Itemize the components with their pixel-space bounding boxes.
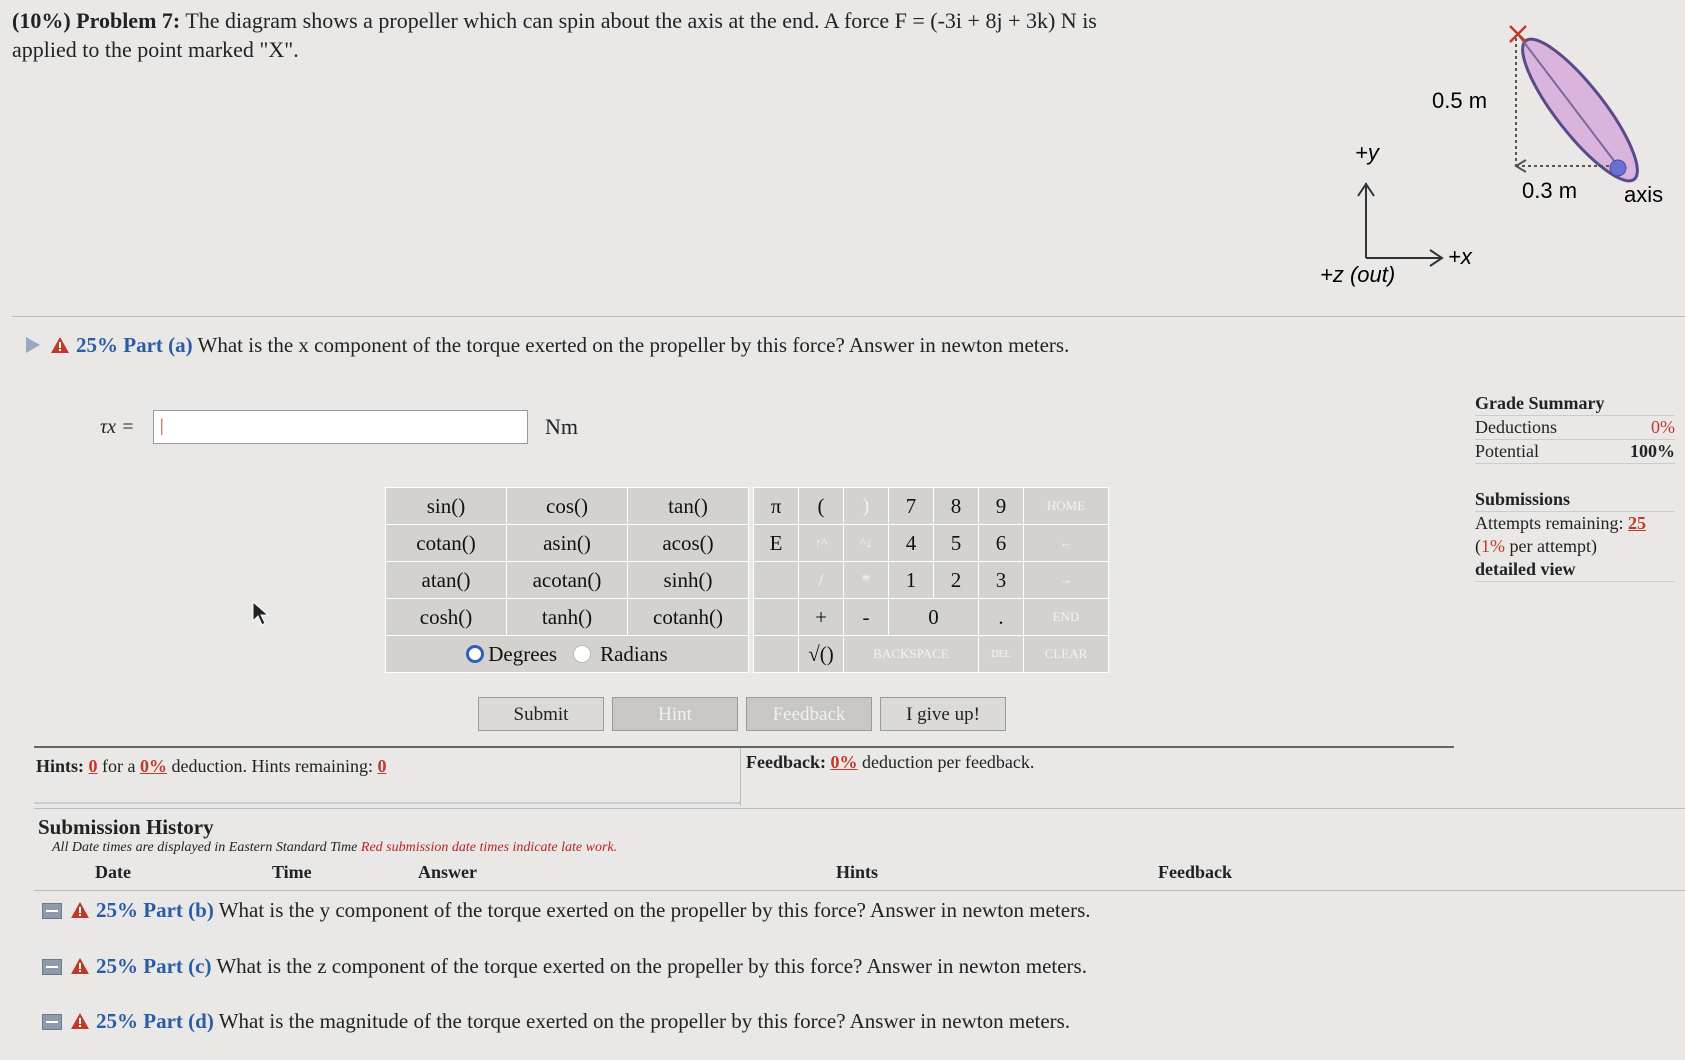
key-dot[interactable]: . (979, 599, 1024, 636)
part-a-header[interactable] (26, 333, 1069, 358)
function-keypad (385, 487, 749, 673)
per-attempt-rest: per attempt) (1509, 536, 1597, 556)
key-close-paren[interactable]: ) (844, 488, 889, 525)
answer-unit: Nm (545, 414, 578, 439)
submission-history-title: Submission History (38, 815, 214, 839)
problem-text-2: applied to the point marked "X". (12, 37, 299, 62)
key-del[interactable]: DEL (979, 636, 1024, 673)
hint-button[interactable]: Hint (612, 697, 738, 731)
key-cotanh[interactable]: cotanh() (628, 599, 749, 636)
key-tanh[interactable]: tanh() (507, 599, 628, 636)
key-0[interactable]: 0 (889, 599, 979, 636)
key-up[interactable]: ↑^ (799, 525, 844, 562)
key-1[interactable]: 1 (889, 562, 934, 599)
potential-label: Potential (1475, 441, 1539, 461)
potential-row (1475, 440, 1675, 464)
x-axis-label: +x (1448, 244, 1472, 269)
hints-info (36, 756, 386, 777)
key-home[interactable]: HOME (1024, 488, 1109, 525)
length-label-2: 0.3 m (1522, 178, 1578, 203)
key-blank-3 (754, 636, 799, 673)
key-acotan[interactable]: acotan() (507, 562, 628, 599)
expand-icon[interactable] (26, 337, 40, 353)
part-d-percent: 25% (96, 1009, 138, 1033)
key-end[interactable]: END (1024, 599, 1109, 636)
propeller-blade (1507, 26, 1653, 194)
part-a-percent: 25% (76, 333, 118, 357)
collapse-icon[interactable] (42, 903, 62, 919)
hints-count: 0 (88, 756, 98, 776)
propeller-diagram (1300, 18, 1685, 308)
column-answer: Answer (418, 862, 477, 882)
per-attempt-row: (1% per attempt) (1475, 536, 1597, 556)
key-divide[interactable]: / (799, 562, 844, 599)
warning-icon (50, 336, 70, 354)
part-a-question: What is the x component of the torque exerted on the propeller by this force? Answer in newton meters. (197, 333, 1070, 357)
column-hints: Hints (836, 862, 879, 882)
key-asin[interactable]: asin() (507, 525, 628, 562)
radians-label: Radians (600, 641, 668, 666)
hints-remaining: 0 (377, 756, 387, 776)
key-minus[interactable]: - (844, 599, 889, 636)
separator (34, 890, 1685, 891)
column-date: Date (95, 862, 131, 882)
key-3[interactable]: 3 (979, 562, 1024, 599)
radians-radio[interactable] (573, 645, 591, 663)
part-d-question: What is the magnitude of the torque exerted on the propeller by this force? Answer in newton meters. (218, 1009, 1071, 1033)
feedback-info (746, 752, 1034, 773)
feedback-button[interactable]: Feedback (746, 697, 872, 731)
key-backspace[interactable]: BACKSPACE (844, 636, 979, 673)
part-c-label: Part (c) (143, 954, 212, 978)
submission-note-red: Red submission date times indicate late work. (360, 840, 618, 855)
key-clear[interactable]: CLEAR (1024, 636, 1109, 673)
key-7[interactable]: 7 (889, 488, 934, 525)
part-a-label: Part (a) (123, 333, 193, 357)
key-tan[interactable]: tan() (628, 488, 749, 525)
key-blank-2 (754, 599, 799, 636)
part-b-question: What is the y component of the torque exerted on the propeller by this force? Answer in newton meters. (218, 898, 1091, 922)
numeric-keypad (753, 487, 1109, 673)
key-sqrt[interactable]: √() (799, 636, 844, 673)
submit-button[interactable]: Submit (478, 697, 604, 731)
key-open-paren[interactable]: ( (799, 488, 844, 525)
submissions-title: Submissions (1475, 488, 1675, 512)
deductions-label: Deductions (1475, 417, 1557, 437)
part-c-question: What is the z component of the torque exerted on the propeller by this force? Answer in newton meters. (216, 954, 1087, 978)
key-2[interactable]: 2 (934, 562, 979, 599)
mouse-cursor-icon (252, 601, 270, 627)
key-atan[interactable]: atan() (386, 562, 507, 599)
answer-input[interactable] (153, 410, 528, 444)
z-axis-label: +z (out) (1320, 262, 1396, 287)
attempts-row (1475, 512, 1675, 535)
y-axis-label: +y (1355, 140, 1379, 165)
answer-cursor: | (160, 415, 164, 435)
feedback-rest: deduction per feedback. (862, 752, 1035, 772)
hints-for-a: for a (102, 756, 136, 776)
give-up-button[interactable]: I give up! (880, 697, 1006, 731)
key-6[interactable]: 6 (979, 525, 1024, 562)
part-b-percent: 25% (96, 898, 138, 922)
length-label-1: 0.5 m (1432, 88, 1488, 113)
hints-label: Hints: (36, 756, 85, 776)
part-c-header[interactable] (42, 954, 1087, 979)
separator (12, 316, 1685, 317)
collapse-icon[interactable] (42, 1014, 62, 1030)
problem-prefix: (10%) Problem 7: (12, 8, 181, 33)
key-right[interactable]: → (1024, 562, 1109, 599)
part-d-header[interactable] (42, 1009, 1070, 1034)
key-multiply[interactable]: * (844, 562, 889, 599)
part-c-percent: 25% (96, 954, 138, 978)
key-cotan[interactable]: cotan() (386, 525, 507, 562)
key-acos[interactable]: acos() (628, 525, 749, 562)
deductions-row (1475, 416, 1675, 440)
key-sin[interactable]: sin() (386, 488, 507, 525)
attempts-label: Attempts remaining: (1475, 513, 1624, 533)
warning-icon (70, 957, 90, 975)
problem-statement (12, 6, 1312, 64)
key-5[interactable]: 5 (934, 525, 979, 562)
hints-rest: deduction. Hints remaining: (171, 756, 373, 776)
answer-label: τx = (100, 416, 135, 438)
deductions-value: 0% (1651, 417, 1675, 437)
axis-point (1610, 160, 1626, 176)
key-e[interactable]: E (754, 525, 799, 562)
key-8[interactable]: 8 (934, 488, 979, 525)
key-cosh[interactable]: cosh() (386, 599, 507, 636)
warning-icon (70, 901, 90, 919)
key-9[interactable]: 9 (979, 488, 1024, 525)
key-blank-1 (754, 562, 799, 599)
key-sinh[interactable]: sinh() (628, 562, 749, 599)
per-attempt-pct: 1% (1481, 536, 1505, 556)
key-cos[interactable]: cos() (507, 488, 628, 525)
collapse-icon[interactable] (42, 959, 62, 975)
attempts-value: 25 (1627, 513, 1646, 533)
axis-label: axis (1624, 182, 1664, 207)
submission-history-note (52, 840, 617, 856)
potential-value: 100% (1630, 441, 1675, 461)
grade-summary (1475, 392, 1675, 464)
key-plus[interactable]: + (799, 599, 844, 636)
degrees-radio[interactable] (466, 645, 484, 663)
degrees-label: Degrees (488, 641, 558, 666)
part-d-label: Part (d) (143, 1009, 214, 1033)
column-feedback: Feedback (1158, 862, 1232, 882)
problem-text-1: The diagram shows a propeller which can spin about the axis at the end. A force (185, 8, 890, 33)
hints-underline (34, 802, 740, 804)
key-down[interactable]: ^↓ (844, 525, 889, 562)
submission-note-text: All Date times are displayed in Eastern Standard Time (52, 840, 358, 855)
force-expression: F = (-3i + 8j + 3k) N is (894, 8, 1097, 33)
detailed-view-link[interactable]: detailed view (1475, 558, 1675, 582)
warning-icon (70, 1012, 90, 1030)
feedback-label: Feedback: (746, 752, 826, 772)
key-left[interactable]: ← (1024, 525, 1109, 562)
column-time: Time (272, 862, 312, 882)
grade-summary-title: Grade Summary (1475, 392, 1675, 416)
hints-divider (740, 748, 741, 806)
part-b-header[interactable] (42, 898, 1091, 923)
submissions-panel (1475, 488, 1675, 582)
angle-mode (386, 636, 749, 673)
key-pi[interactable]: π (754, 488, 799, 525)
key-4[interactable]: 4 (889, 525, 934, 562)
separator (34, 808, 1685, 809)
feedback-deduction: 0% (830, 752, 858, 772)
hints-deduction: 0% (140, 756, 167, 776)
part-b-label: Part (b) (143, 898, 214, 922)
